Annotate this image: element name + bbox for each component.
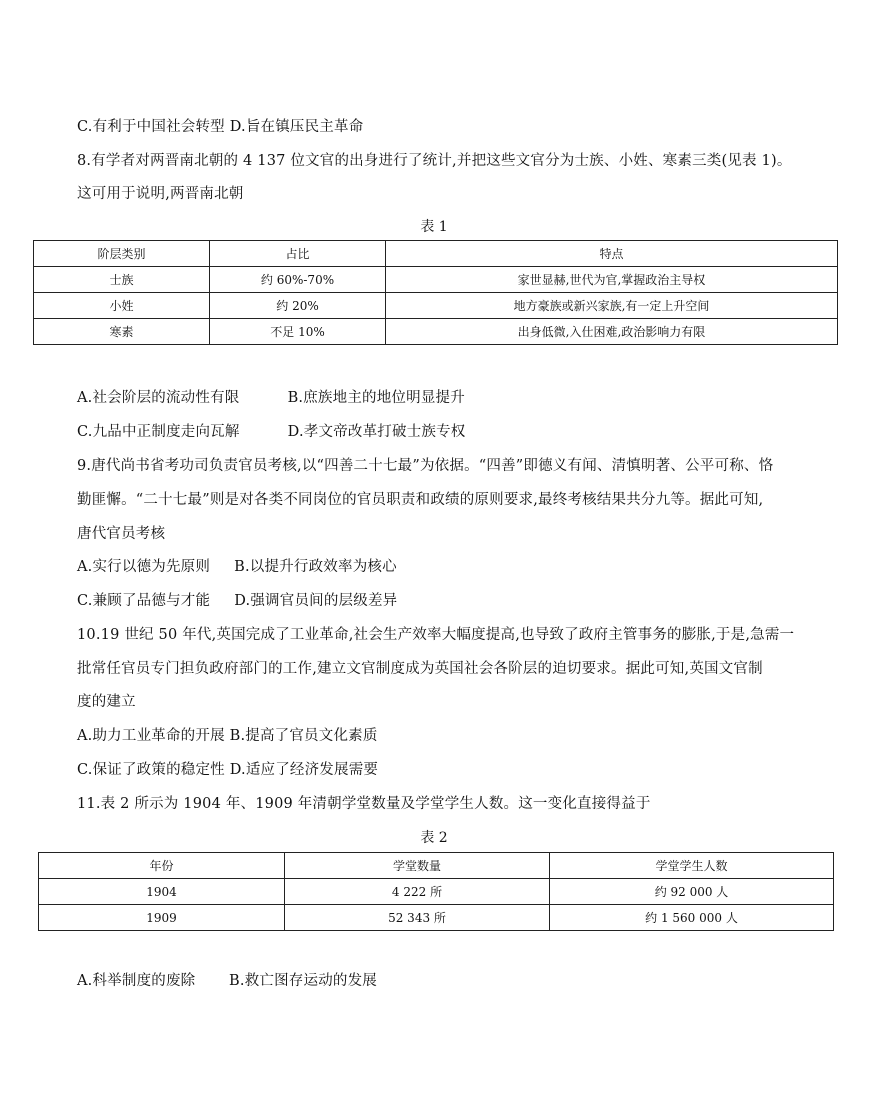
table-cell: 4 222 所	[285, 879, 550, 905]
table-cell: 约 1 560 000 人	[550, 905, 834, 931]
q8-stem-line-1: 8.有学者对两晋南北朝的 4 137 位文官的出身进行了统计,并把这些文官分为士族、小姓、寒素三类(见表 1)。	[77, 153, 792, 169]
table1-header-feature: 特点	[386, 241, 838, 267]
table-cell: 约 92 000 人	[550, 879, 834, 905]
table-row	[34, 267, 838, 293]
q9-stem-line-1: 9.唐代尚书省考功司负责官员考核,以“四善二十七最”为依据。“四善”即德义有闻、清慎明著、公平可称、恪	[77, 458, 774, 474]
table-row	[39, 879, 834, 905]
table-cell: 地方豪族或新兴家族,有一定上升空间	[386, 293, 838, 319]
table-cell: 1909	[39, 905, 285, 931]
table1-header-class: 阶层类别	[34, 241, 210, 267]
q10-options-cd: C.保证了政策的稳定性 D.适应了经济发展需要	[77, 762, 379, 778]
table-cell: 寒素	[34, 319, 210, 345]
q10-stem-line-2: 批常任官员专门担负政府部门的工作,建立文官制度成为英国社会各阶层的迫切要求。据此可知,英国文官制	[77, 661, 763, 677]
q10-options-ab: A.助力工业革命的开展 B.提高了官员文化素质	[77, 728, 378, 744]
q8-stem-line-2: 这可用于说明,两晋南北朝	[77, 186, 244, 202]
table-cell: 士族	[34, 267, 210, 293]
q10-stem-line-3: 度的建立	[77, 694, 136, 710]
table-cell: 家世显赫,世代为官,掌握政治主导权	[386, 267, 838, 293]
table2-header-schools: 学堂数量	[285, 853, 550, 879]
table2-caption: 表 2	[420, 830, 448, 846]
q7-options-cd: C.有利于中国社会转型 D.旨在镇压民主革命	[77, 119, 364, 135]
table2-header-row	[39, 853, 834, 879]
table-cell: 约 20%	[210, 293, 386, 319]
q9-options-cd: C.兼顾了品德与才能 D.强调官员间的层级差异	[77, 593, 398, 609]
table-cell: 出身低微,入仕困难,政治影响力有限	[386, 319, 838, 345]
table1-caption: 表 1	[420, 219, 448, 235]
q11-stem: 11.表 2 所示为 1904 年、1909 年清朝学堂数量及学堂学生人数。这一变化直接得益于	[77, 796, 651, 812]
q9-stem-line-3: 唐代官员考核	[77, 526, 166, 542]
q10-stem-line-1: 10.19 世纪 50 年代,英国完成了工业革命,社会生产效率大幅度提高,也导致了政府主管事务的膨胀,于是,急需一	[77, 627, 795, 643]
table-cell: 不足 10%	[210, 319, 386, 345]
table-row	[34, 319, 838, 345]
q8-options-ab: A.社会阶层的流动性有限 B.庶族地主的地位明显提升	[77, 390, 465, 406]
table2-header-students: 学堂学生人数	[550, 853, 834, 879]
q9-stem-line-2: 勤匪懈。“二十七最”则是对各类不同岗位的官员职责和政绩的原则要求,最终考核结果共分九等。据此可知,	[77, 492, 764, 508]
table2-header-year: 年份	[39, 853, 285, 879]
q8-options-cd: C.九品中正制度走向瓦解 D.孝文帝改革打破士族专权	[77, 424, 466, 440]
table1	[33, 240, 838, 345]
table-cell: 约 60%-70%	[210, 267, 386, 293]
table-cell: 52 343 所	[285, 905, 550, 931]
table2	[38, 852, 834, 931]
q9-options-ab: A.实行以德为先原则 B.以提升行政效率为核心	[77, 559, 397, 575]
table1-header-row	[34, 241, 838, 267]
table1-header-ratio: 占比	[210, 241, 386, 267]
table-row	[39, 905, 834, 931]
table-row	[34, 293, 838, 319]
table-cell: 1904	[39, 879, 285, 905]
table-cell: 小姓	[34, 293, 210, 319]
q11-options-ab: A.科举制度的废除 B.救亡图存运动的发展	[77, 973, 378, 989]
